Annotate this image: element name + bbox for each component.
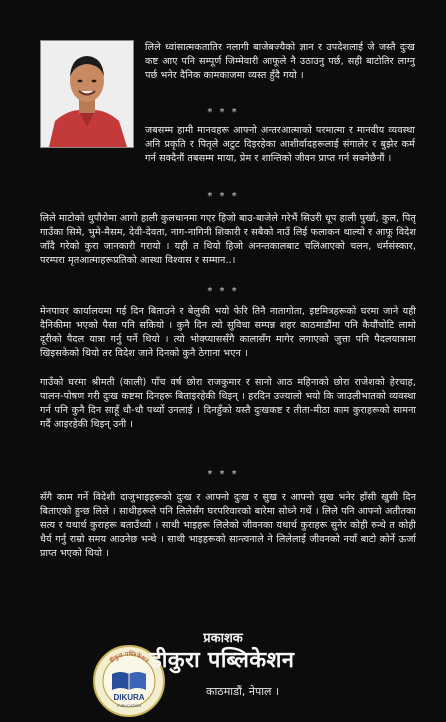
logo-text: DIKURA [113, 693, 145, 702]
separator-1: * * * [207, 107, 239, 118]
author-photo [40, 40, 134, 148]
paragraph-1: लिले ध्वांसात्मकतातिर नलागी बाजेबज्यैको ज्ञान र उपदेशलाई जे जस्तै दुःख कष्ट आए पनि सम्पूर्ण जिम्मेवारी आफूले नै उठाउनु पर्छ, सही बाटोतिर लाग्नु पर्छ भनेर दैनिक कामकाजमा व्यस्त हुँदै गयो । [145, 42, 415, 81]
publisher-city: काठमाडौं, नेपाल । [206, 685, 280, 698]
paragraph-2: जबसम्म हामी मानवहरू आफ्नो अन्तरआत्माको परमात्मा र मानवीय व्यवस्था अनि प्रकृति र पितृले अटुट दिइरहेका आशीर्वादहरूलाई संगालेर र बुझेर कर्म गर्न सक्दैनौं तबसम्म माया, प्रेम र शान्तिको जीवन प्राप्त गर्न सक्नेछैनौं । [145, 125, 415, 164]
book-icon [112, 672, 146, 690]
logo-subtext: PUBLICATION [117, 704, 141, 708]
logo-arc-text: डीकुरा पब्लिकेशन [108, 650, 150, 665]
paragraph-3: लिले माटोको धुपौरोमा आगो हाली कुलधानमा गएर हिजो बाउ-बाजेले गरेभैं सिउरी धूप हाली पुर्खा, कुल, पितृ गाउँका सिमे, भुमे-मैसम, देवी-देवता, नाग-नागिनी शिकारी र सबैको नाउँ लिई फलाकन थाल्यो र आफू विदेश जाँदै गरेको कुरा जानकारी गरायो । यही त थियो हिजो अनन्तकालबाट चलिआएको चलन, धर्मसंस्कार, परम्परा मृतआत्माहरूप्रतिको आस्था विश्वास र सम्मान..। [40, 213, 417, 266]
separator-2: * * * [207, 191, 239, 202]
separator-4: * * * [207, 469, 239, 480]
publisher-label: प्रकाशक [203, 631, 243, 646]
paragraph-6: सँगै काम गर्ने विदेशी दाजुभाइहरूको दुःख र आफ्नो दुःख र सुख र आफ्नो सुख भनेर हाँसी खुसी दिन बिताएको हुन्छ लिले । साथीहरूले पनि लिलेसँग घरपरिवारको बारेमा सोध्ने गर्थे । लिले पनि आफ्नो अतीतका सत्य र यथार्थ कुराहरू बताउँथ्यो । साथी भाइहरू लिलेको जीवनका यथार्थ कुराहरू सुनेर कोही रुन्थे त कोही धैर्य गर्नु राम्रो समय आउनेछ भन्थे । साथी भाइहरूको सान्त्वनाले ने लिलेलाई जीवनको नयाँ बाटो कोर्ने ऊर्जा प्राप्त भएको थियो । [40, 492, 416, 559]
paragraph-5: गाउँको घरमा श्रीमती (काली) पाँच वर्ष छोरा राजकुमार र सानो आठ महिनाको छोरा राजेशको हेरचाह, पालन-पोषण गरी दुःख कष्टमा दिनहरू बिताइरहेकी थिइन् । हरदिन उज्यालो भयो कि जाउलीभातको व्यवस्था गर्न पनि कुनै दिन साहूँ धौ-धौ पर्थ्यो उनलाई । दिनहुँको यस्तै दुःखकष्ट र तीता-मीठा काम कुराहरूको सामना गर्दै आइरहेकी थिइन् उनी । [40, 377, 416, 430]
publisher-name: डीकुरा पब्लिकेशन [150, 648, 295, 673]
separator-3: * * * [207, 286, 239, 297]
paragraph-4: मेनपावर कार्यालयमा गई दिन बिताउने र बेलुकी भयो फेरि तिनै नातागोता, इष्टमित्रहरूको घरमा जाने यही दैनिकीमा भएको पैसा पनि सकियो । कुनै दिन त्यो सुविधा सम्पन्न शहर काठमाडौंमा पनि कैयौंचोटि लामो दूरीको पैदल यात्रा गर्नु पर्ने थियो । त्यो भोक्प्याससँगै कालासँग मागेर लगाएको जुत्ता पनि पैदलयात्रामा खिइसकेको थियो तर विदेश जाने दिनको कुनै ठेगाना भएन । [40, 306, 416, 359]
